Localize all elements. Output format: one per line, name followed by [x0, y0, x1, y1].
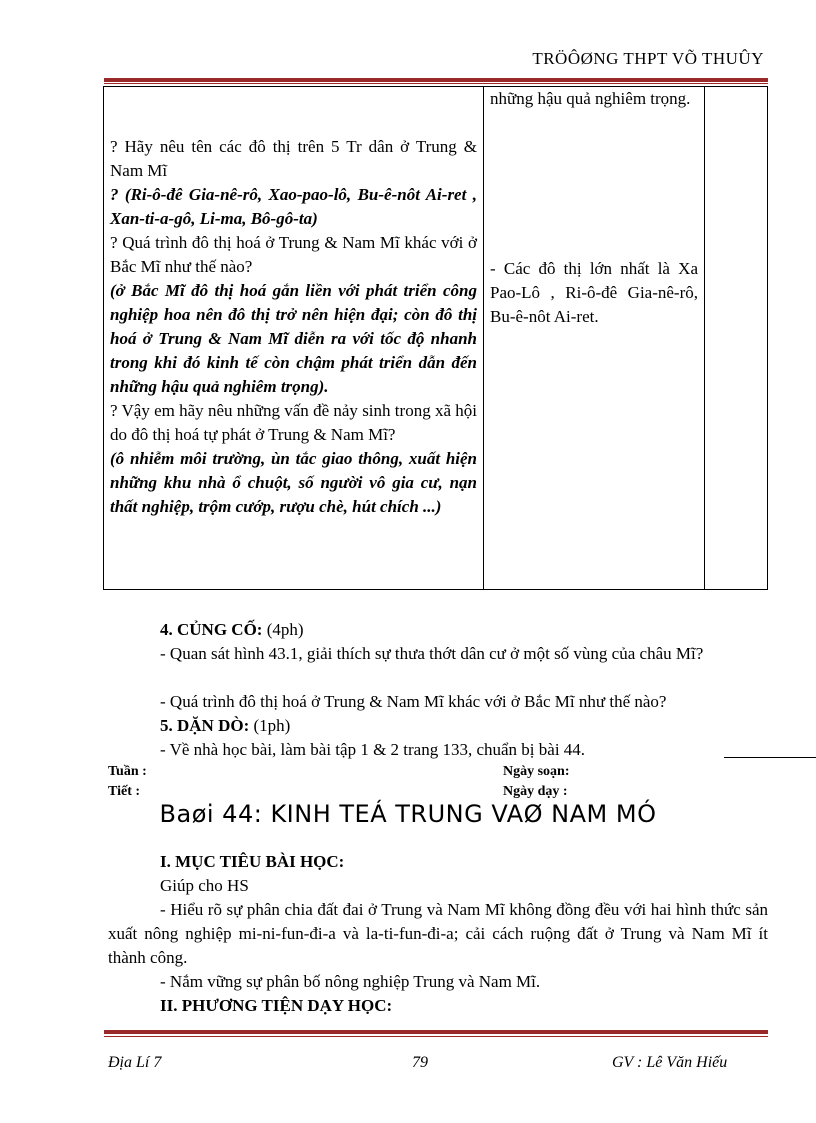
- content-cell: [484, 87, 705, 590]
- blank-line: [724, 757, 816, 758]
- consolidation-heading: 4. CỦNG CỐ: (4ph): [160, 620, 304, 639]
- lesson-table: [103, 86, 768, 590]
- homework-line-1: - Về nhà học bài, làm bài tập 1 & 2 trang 133, chuẩn bị bài 44.: [160, 740, 586, 759]
- objectives-point-2: - Nắm vững sự phân bố nông nghiệp Trung và Nam Mĩ.: [160, 972, 541, 991]
- footer-rule: [104, 1030, 768, 1034]
- question-cities: ? Hãy nêu tên các đô thị trên 5 Tr dân ở Trung & Nam Mĩ: [110, 137, 477, 180]
- objectives-intro: Giúp cho HS: [160, 876, 249, 895]
- lesson-title: Baøi 44: KINH TEÁ TRUNG VAØ NAM MÓ: [159, 800, 657, 828]
- answer-urbanization: (ở Bắc Mĩ đô thị hoá gắn liền với phát triển công nghiệp hoa nên đô thị trở nên hiện đại; còn đô thị hoá ở Trung & Nam Mĩ diễn ra với tốc độ nhanh trong khi đó kinh tế còn chậm phát triển dẫn đến những hậu quả nghiêm trọng).: [110, 281, 477, 396]
- header-rule-thin: [104, 83, 768, 84]
- content-largest-cities: - Các đô thị lớn nhất là Xa Pao-Lô , Ri-ô-đê Gia-nê-rô, Bu-ê-nôt Ai-ret.: [490, 259, 698, 326]
- notes-cell: [705, 87, 768, 590]
- content-continuation: những hậu quả nghiêm trọng.: [490, 89, 691, 108]
- means-heading: II. PHƯƠNG TIỆN DẠY HỌC:: [160, 996, 393, 1015]
- footer-rule-thin: [104, 1036, 768, 1037]
- header-rule: [104, 78, 768, 82]
- consolidation-line-1: - Quan sát hình 43.1, giải thích sự thưa thớt dân cư ở một số vùng của châu Mĩ?: [160, 644, 704, 663]
- school-name: TRÖÔØNG THPT VÕ THUÛY: [532, 49, 764, 68]
- period-label: Tiết :: [108, 784, 141, 799]
- consolidation-line-2: - Quá trình đô thị hoá ở Trung & Nam Mĩ khác với ở Bắc Mĩ như thế nào?: [160, 692, 667, 711]
- footer-subject: Địa Lí 7: [108, 1054, 162, 1071]
- question-problems: ? Vậy em hãy nêu những vấn đề nảy sinh trong xã hội do đô thị hoá tự phát ở Trung & Nam Mĩ?: [110, 401, 477, 444]
- week-label: Tuần :: [108, 764, 147, 779]
- question-urbanization: ? Quá trình đô thị hoá ở Trung & Nam Mĩ khác với ở Bắc Mĩ như thế nào?: [110, 233, 477, 276]
- homework-heading: 5. DẶN DÒ: (1ph): [160, 716, 291, 735]
- answer-cities: ? (Ri-ô-đê Gia-nê-rô, Xao-pao-lô, Bu-ê-nôt Ai-ret , Xan-ti-a-gô, Li-ma, Bô-gô-ta): [110, 185, 477, 228]
- teacher-activity-cell: [104, 87, 484, 590]
- teach-date-label: Ngày dạy :: [503, 784, 568, 799]
- objectives-heading: I. MỤC TIÊU BÀI HỌC:: [160, 852, 345, 871]
- answer-problems: (ô nhiễm môi trường, ùn tắc giao thông, xuất hiện những khu nhà ổ chuột, số người vô gia cư, nạn thất nghiệp, trộm cướp, rượu chè, hút chích ...): [110, 449, 477, 516]
- footer-page-number: 79: [412, 1054, 428, 1071]
- footer-teacher: GV : Lê Văn Hiếu: [612, 1054, 728, 1071]
- prep-date-label: Ngày soạn:: [503, 764, 570, 779]
- objectives-point-1: - Hiểu rõ sự phân chia đất đai ở Trung và Nam Mĩ không đồng đều với hai hình thức sản xuất nông nghiệp mi-ni-fun-đi-a và la-ti-fun-đi-a; cải cách ruộng đất ở Trung và Nam Mĩ ít thành công.: [108, 900, 768, 967]
